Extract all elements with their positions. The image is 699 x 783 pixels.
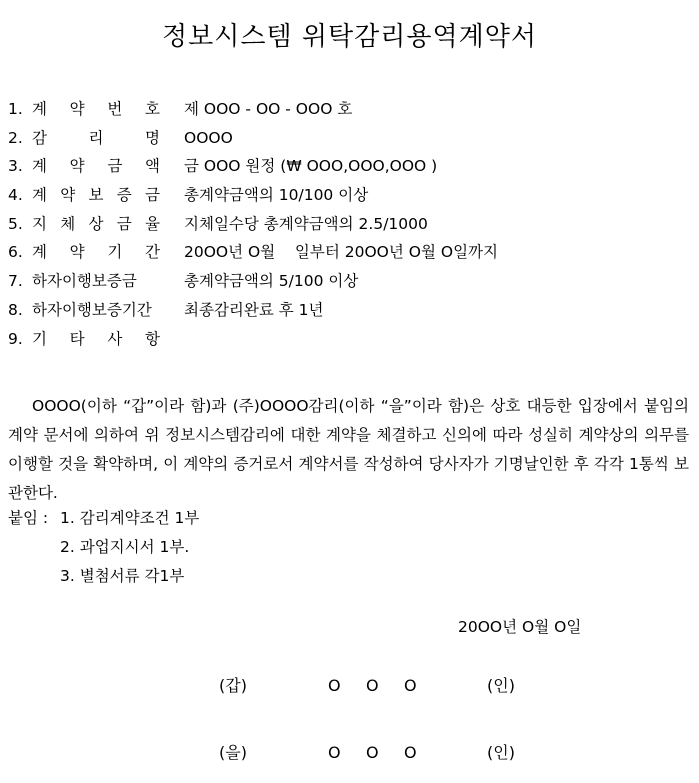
label-char: 계 <box>32 157 47 176</box>
label-char: 지 <box>32 214 47 233</box>
item-number: 9. <box>8 329 23 348</box>
item-label <box>32 328 160 350</box>
label-char: 약 <box>69 157 85 176</box>
signature-line-gap <box>0 672 699 700</box>
name-char: O <box>328 743 341 762</box>
document-title: 정보시스템 위탁감리용역계약서 <box>162 22 537 52</box>
label-char: 약 <box>69 100 85 118</box>
label-char: 계 <box>32 243 47 262</box>
name-char: O <box>366 743 379 762</box>
item-label <box>32 98 160 120</box>
item-value: 최종감리완료 후 1년 <box>184 300 324 319</box>
label-char: 액 <box>145 157 160 176</box>
label-char: 체 <box>60 214 76 233</box>
item-label <box>32 184 160 206</box>
label-char: 간 <box>145 243 160 262</box>
label-char: 보 <box>88 186 104 205</box>
label-char: 증 <box>116 186 132 205</box>
label-char: 기 <box>32 329 47 348</box>
label-char: 번 <box>107 100 123 118</box>
seal-mark: (인) <box>487 676 515 695</box>
name-char: O <box>366 676 379 695</box>
label-char: 계 <box>32 186 47 205</box>
label-char: 계 <box>32 100 47 118</box>
attachment-entry: 1. 감리계약조건 1부 <box>60 509 200 527</box>
attachment-entry: 2. 과업지시서 1부. <box>60 538 190 556</box>
label-char: 금 <box>107 157 123 176</box>
item-label <box>32 299 160 321</box>
label-char: 항 <box>145 329 160 348</box>
label-char: 호 <box>145 100 160 118</box>
item-label <box>32 241 160 263</box>
label-char: 리 <box>88 128 104 147</box>
item-label <box>32 127 160 149</box>
attachment-entry: 3. 별첨서류 각1부 <box>60 567 185 585</box>
item-number: 3. <box>8 157 23 176</box>
item-label <box>32 213 160 235</box>
label-char: 하자이행보증금 <box>32 272 137 291</box>
contract-body-paragraph: OOOO(이하 “갑”이라 함)과 (주)OOOO감리(이하 “을”이라 함)은 상호 대등한 입장에서 붙임의 계약 문서에 의하여 위 정보시스템감리에 대한 계약을 체결하고 신의에 따라 성실히 계약상의 의무를 이행할 것을 확약하며, 이 계약의 증거로서 계약서를 작성하여 당사자가 기명날인한 후 각각 1통씩 보관한다. <box>8 396 689 502</box>
party-label: (갑) <box>219 676 247 695</box>
label-char: 약 <box>69 243 85 262</box>
item-number: 1. <box>8 100 23 118</box>
item-number: 4. <box>8 186 23 205</box>
name-char: O <box>404 743 417 762</box>
seal-mark: (인) <box>487 743 515 762</box>
item-label <box>32 270 160 292</box>
label-char: 상 <box>88 214 104 233</box>
item-number: 7. <box>8 272 23 291</box>
label-char: 감 <box>32 128 47 147</box>
contract-date: 20OO년 O월 O일 <box>458 618 582 636</box>
label-char: 율 <box>145 214 160 233</box>
label-char: 하자이행보증기간 <box>32 300 152 319</box>
signer-name <box>328 739 442 767</box>
label-char: 금 <box>116 214 132 233</box>
label-char: 기 <box>107 243 123 262</box>
item-value: OOOO <box>184 128 233 147</box>
item-number: 5. <box>8 214 23 233</box>
label-char: 타 <box>69 329 85 348</box>
label-char: 사 <box>107 329 123 348</box>
item-number: 6. <box>8 243 23 262</box>
name-char: O <box>328 676 341 695</box>
item-number: 8. <box>8 300 23 319</box>
name-char: O <box>404 676 417 695</box>
item-value: 제 OOO - OO - OOO 호 <box>184 100 353 118</box>
label-char: 약 <box>60 186 76 205</box>
item-value: 총계약금액의 5/100 이상 <box>184 272 359 291</box>
item-value: 총계약금액의 10/100 이상 <box>184 186 369 205</box>
attachments-heading: 붙임 : <box>8 509 49 527</box>
signature-line-eul <box>0 739 699 767</box>
item-value: 금 OOO 원정 (₩ OOO,OOO,OOO ) <box>184 157 438 176</box>
label-char: 명 <box>145 128 160 147</box>
item-value: 20OO년 O월 일부터 20OO년 O월 O일까지 <box>184 243 498 262</box>
item-value: 지체일수당 총계약금액의 2.5/1000 <box>184 214 428 233</box>
item-label <box>32 155 160 177</box>
party-label: (을) <box>219 743 247 762</box>
signer-name <box>328 672 442 700</box>
label-char: 금 <box>145 186 160 205</box>
item-number: 2. <box>8 128 23 147</box>
